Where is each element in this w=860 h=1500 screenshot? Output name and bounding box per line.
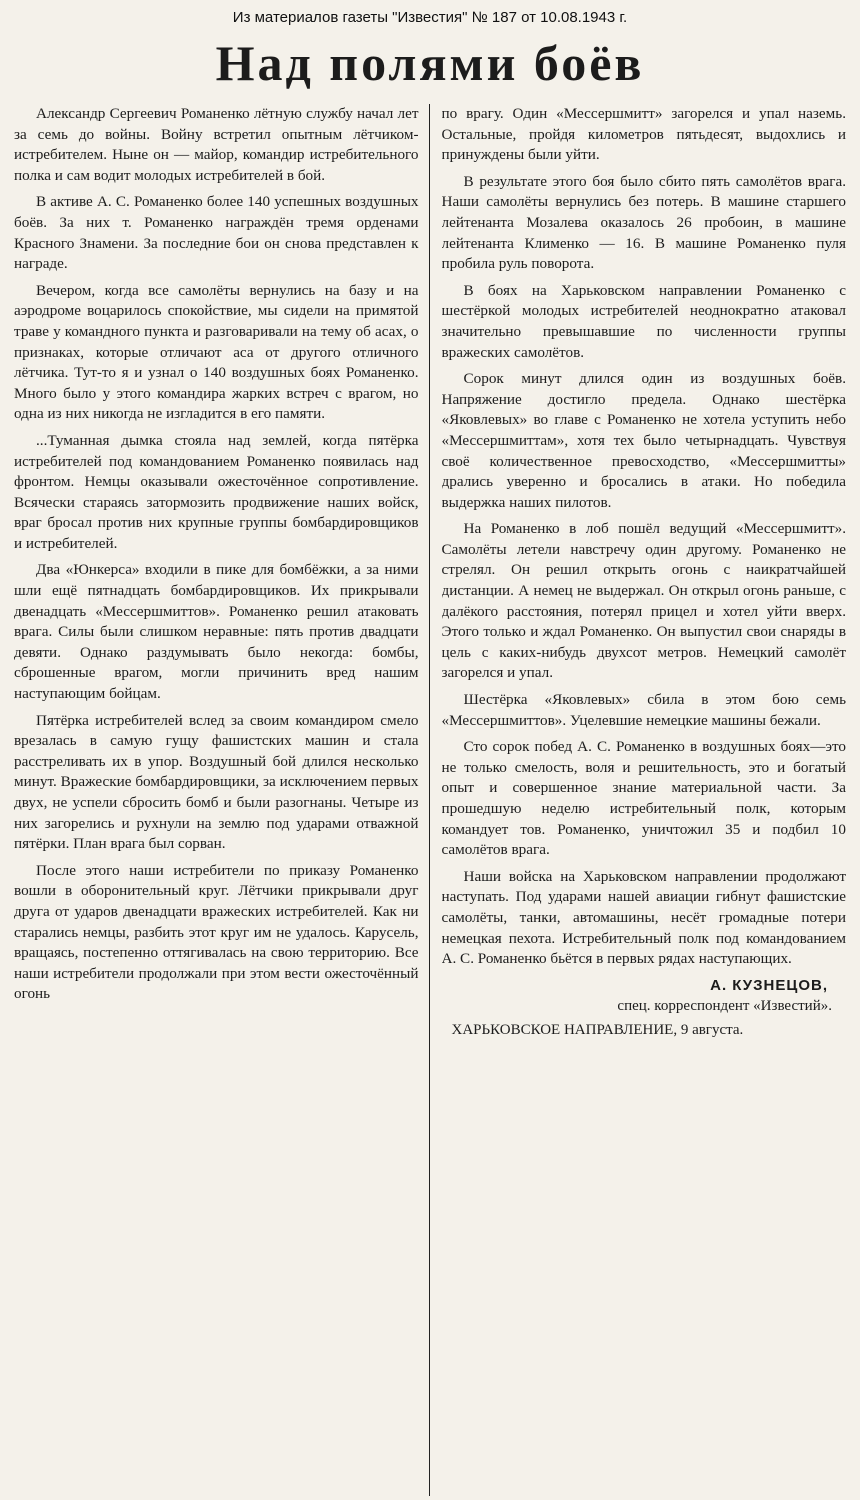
paragraph: На Романенко в лоб пошёл ведущий «Мессершмитт». Самолёты летели навстречу один другому. Романенко не стрелял. Он решил открыть огонь с наикратчайшей дистанции. А немец не выдержал. Он открыл огонь раньше, с далёкого расстояния, потерял прицел и хотел уйти вверх. Этого только и ждал Романенко. Он выпустил свои снаряды в цель с каких-нибудь двухсот метров. Немецкий самолёт загорелся и упал. xyxy=(441,520,846,682)
paragraph: Наши войска на Харьковском направлении продолжают наступать. Под ударами нашей авиации гибнут фашистские самолёты, танки, автомашины, несёт громадные потери немецкая пехота. Истребительный полк под командованием А. С. Романенко бьётся в первых рядах наступающих. xyxy=(441,867,846,968)
author-signature: А. КУЗНЕЦОВ, xyxy=(710,976,828,994)
paragraph: Александр Сергеевич Романенко лётную службу начал лет за семь до войны. Войну встретил опытным лётчиком-истребителем. Ныне он — майор, командир истребительного полка и сам водит молодых истребителей в бой. xyxy=(14,105,419,184)
paragraph: ...Туманная дымка стояла над землей, когда пятёрка истребителей под командованием Романенко появилась над фронтом. Немцы оказывали ожесточённое сопротивление. Всячески стараясь затормозить продвижение наших войск, враг бросал против них крупные группы бомбардировщиков и истребителей. xyxy=(14,431,419,552)
left-column xyxy=(14,104,430,1496)
paragraph-continuation: по врагу. Один «Мессершмитт» загорелся и упал наземь. Остальные, пройдя километров пятьдесят, выдохлись и принуждены были уйти. xyxy=(441,105,846,164)
paragraph: Два «Юнкерса» входили в пике для бомбёжки, а за ними шли ещё пятнадцать бомбардировщиков. Их прикрывали двенадцать «Мессершмиттов». Романенко решил атаковать врага. Силы были слишком неравные: пять против двадцати девяти. Однако раздумывать было некогда: бомбы, сброшенные врагом, могли причинить вред нашим наступающим бойцам. xyxy=(14,561,419,703)
paragraph: Сто сорок побед А. С. Романенко в воздушных боях—это не только смелость, воля и решительность, это и богатый опыт и совершенное знание материальной части. За прошедшую неделю истребительный полк, которым командует тов. Романенко, уничтожил 35 и подбил 10 самолётов врага. xyxy=(441,738,846,859)
paragraph: Вечером, когда все самолёты вернулись на базу и на аэродроме воцарилось спокойствие, мы сидели на примятой траве у командного пункта и разговаривали на тему об асах, о признаках, которые отличают аса от другого отличного лётчика. Тут-то я и узнал о 140 воздушных боях Романенко. Много было у этого командира жарких встреч с врагом, но одна из них никогда не изгладится в его памяти. xyxy=(14,281,419,423)
paragraph: Пятёрка истребителей вслед за своим командиром смело врезалась в самую гущу фашистских машин и стала расстреливать их в упор. Воздушный бой длился несколько минут. Вражеские бомбардировщики, за исключением первых двух, не успели сбросить бомб и были разогнаны. Четыре из них загорелись и рухнули на землю под ударами отважной пятёрки. План врага был сорван. xyxy=(14,711,419,853)
paragraph: В результате этого боя было сбито пять самолётов врага. Наши самолёты вернулись без потерь. В машине старшего лейтенанта Мозалева оказалось 26 пробоин, в машине лейтенанта Клименко — 16. В машине Романенко пуля пробила руль поворота. xyxy=(441,172,846,273)
article-columns xyxy=(14,104,846,1496)
paragraph: Сорок минут длился один из воздушных боёв. Напряжение достигло предела. Однако шестёрка «Яковлевых» во главе с Романенко не хотела уступить небо «Мессершмиттам», хотя тех было четырнадцать. Чувствуя своё количественное превосходство, «Мессершмитты» дрались уверенно и бросались в атаки. Но победила выдержка наших пилотов. xyxy=(441,370,846,511)
right-column xyxy=(442,104,847,1496)
paragraph: В активе А. С. Романенко более 140 успешных воздушных боёв. За них т. Романенко награждён тремя орденами Красного Знамени. За последние бои он снова представлен к награде. xyxy=(14,193,419,273)
dateline: ХАРЬКОВСКОЕ НАПРАВЛЕНИЕ, 9 августа. xyxy=(451,1021,744,1038)
article-title: Над полями боёв xyxy=(215,35,645,91)
paragraph: В боях на Харьковском направлении Романенко с шестёркой молодых истребителей неоднократно атаковал значительно превышавшие по численности группы вражеских самолётов. xyxy=(441,281,846,361)
source-caption: Из материалов газеты "Известия" № 187 от 10.08.1943 г. xyxy=(232,9,628,26)
paragraph: После этого наши истребители по приказу Романенко вошли в оборонительный круг. Лётчики прикрывали друг друга от ударов двенадцати вражеских истребителей. Как ни старались немцы, разбить этот круг им не удалось. Карусель, вращаясь, постепенно оттягивалась на свою территорию. Все наши истребители продолжали при этом вести ожесточённый огонь xyxy=(14,861,419,1003)
author-role: спец. корреспондент «Известий». xyxy=(617,997,832,1014)
paragraph: Шестёрка «Яковлевых» сбила в этом бою семь «Мессершмиттов». Уцелевшие немецкие машины бежали. xyxy=(441,691,846,729)
